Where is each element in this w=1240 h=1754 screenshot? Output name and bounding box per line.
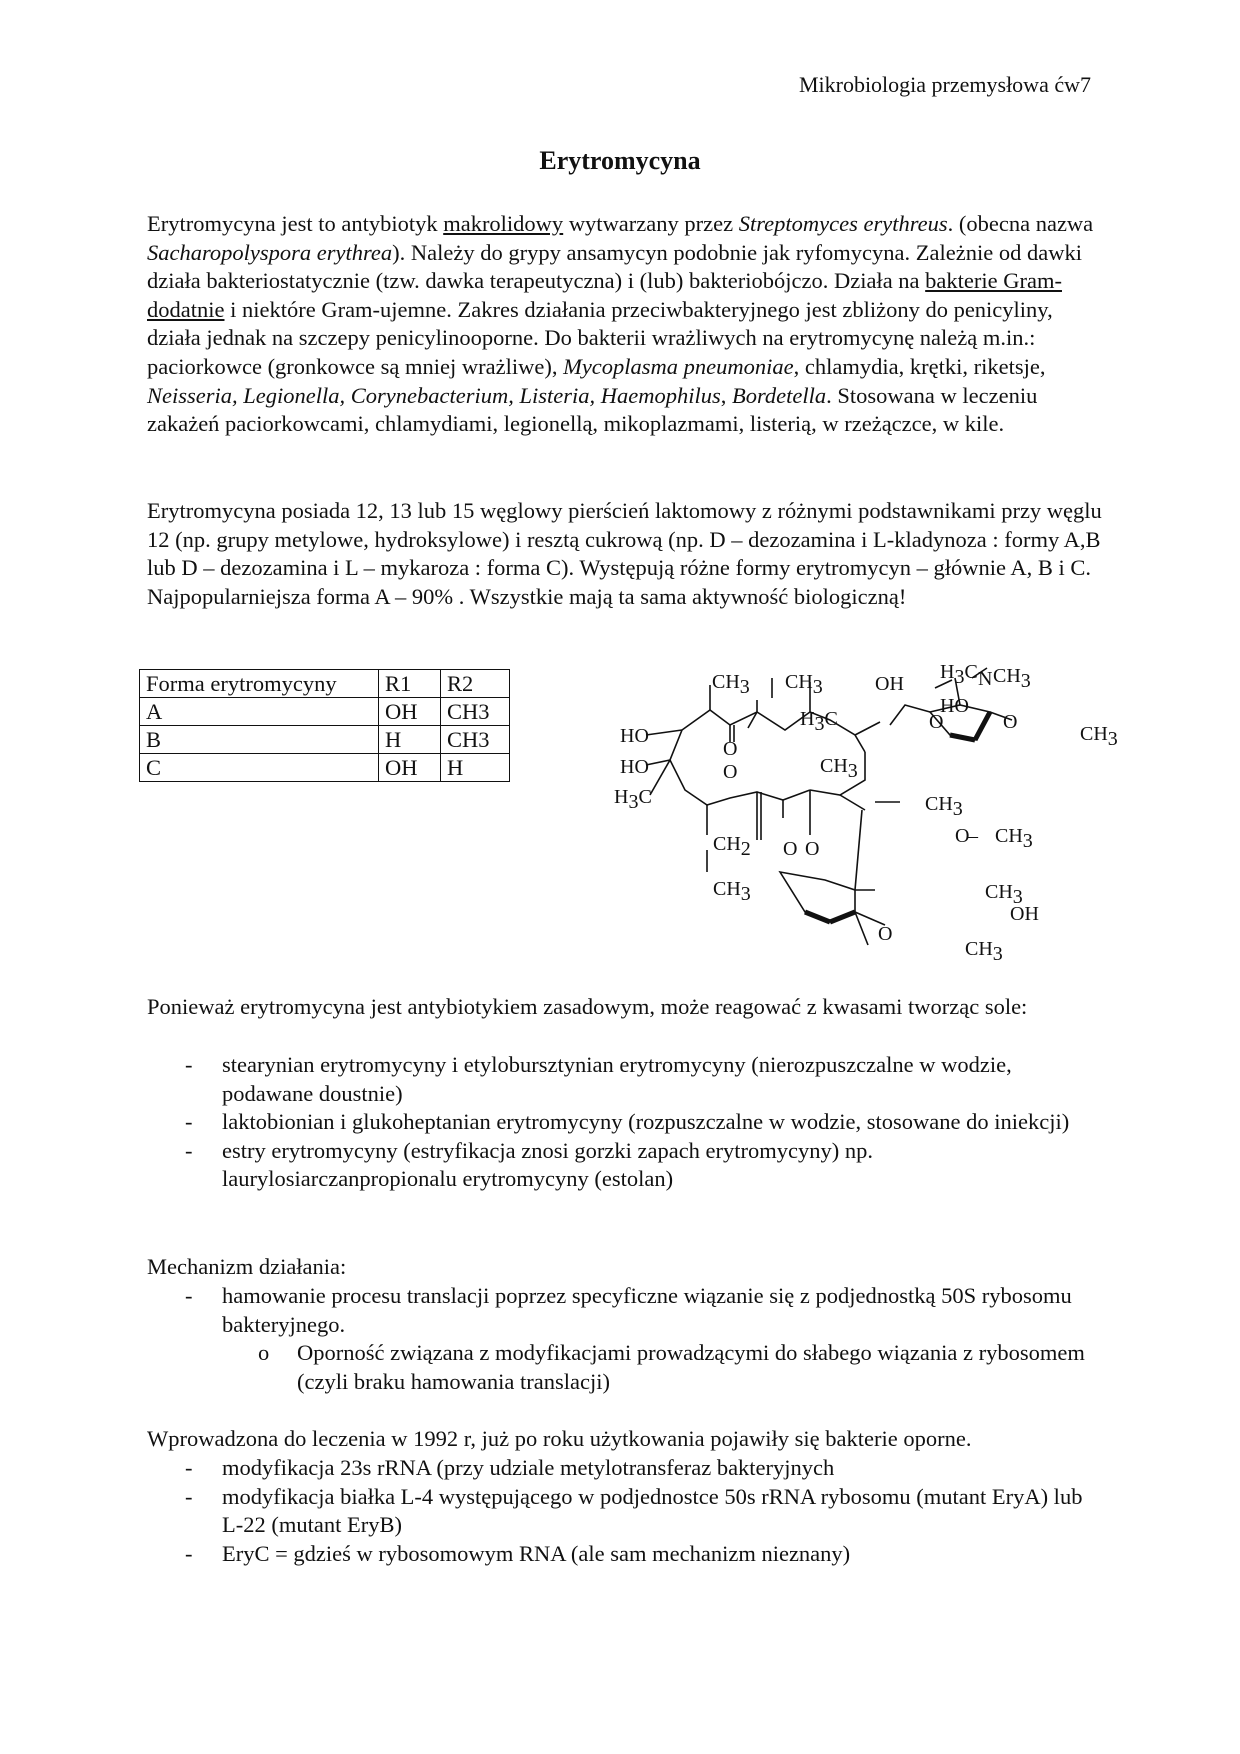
list-item: - stearynian erytromycyny i etylobursztynian erytromycyny (nierozpuszczalne w wodzie, podawane doustnie) (185, 1052, 1012, 1106)
label-ho: HO (620, 756, 649, 778)
label-ho: HO (940, 695, 969, 717)
methoxy-bond (855, 810, 862, 890)
ether-bond (855, 722, 880, 735)
label-ch3: CH3 (925, 793, 963, 820)
table-row (140, 726, 510, 754)
list-item: - estry erytromycyny (estryfikacja znosi gorzki zapach erytromycyny) np. laurylosiarczanpropionalu erytromycyny (estolan) (185, 1137, 874, 1192)
label-o: O (723, 738, 738, 760)
desosamine-wedge-bond (975, 712, 990, 740)
page-title: Erytromycyna (539, 146, 701, 175)
label-ch2: CH2 (713, 833, 751, 860)
link-gram-positive[interactable]: bakterie Gram-dodatnie (147, 268, 1062, 322)
sublist-item: o Oporność związana z modyfikacjami prowadzącymi do słabego wiązania z rybosomem (czyli braku hamowania translacji) (258, 1340, 1085, 1394)
label-oh: OH (1010, 903, 1039, 925)
desosamine-wedge-bond (950, 735, 975, 740)
table-cell: C (140, 754, 379, 782)
table-row (140, 754, 510, 782)
page-header: Mikrobiologia przemysłowa ćw7 (798, 72, 1091, 97)
structure-paragraph: Erytromycyna posiada 12, 13 lub 15 węglowy pierścień laktomowy z różnymi podstawnikami przy węglu 12 (np. grupy metylowe, hydroksylowe) i resztą cukrową (np. D – dezozamina i L-kladynoza : formy A,B lub D – dezozamina i L – mykaroza : forma C). Występują różne formy erytromycyn – głównie A, B i C. Najpopularniejsza forma A – 90% . Wszystkie mają ta sama aktywność biologiczną! (147, 498, 1102, 609)
list-item: - modyfikacja białka L-4 występującego w podjednostce 50s rRNA rybosomu (mutant EryA) lub L-22 (mutant EryB) (185, 1483, 1083, 1538)
methyl-bond (650, 760, 670, 795)
label-ch3: CH3 (985, 881, 1023, 908)
label-o: O (878, 923, 893, 945)
list-item: - laktobionian i glukoheptanian erytromycyny (rozpuszczalne w wodzie, stosowane do iniekcji) (185, 1109, 1070, 1135)
sugar-bond (890, 705, 930, 725)
cladinose-wedge-bond (830, 912, 855, 922)
list-item: - modyfikacja 23s rRNA (przy udziale metylotransferaz bakteryjnych (185, 1455, 835, 1480)
methyl-bond (840, 795, 865, 810)
label-ch3: CH3 (965, 938, 1003, 965)
label-o: O (805, 838, 820, 860)
label-ch3: CH3 (995, 825, 1033, 852)
table-cell: CH3 (441, 726, 510, 754)
hydroxyl-bond (646, 730, 682, 735)
table-cell: H (379, 726, 441, 754)
label-ho: HO (620, 725, 649, 747)
label-o: O (783, 838, 798, 860)
salts-list (147, 1051, 1107, 1194)
mechanism-sublist (222, 1339, 1107, 1396)
salts-intro: Ponieważ erytromycyna jest antybiotykiem zasadowym, może reagować z kwasami tworząc sole: (147, 994, 1028, 1019)
resistance-intro: Wprowadzona do leczenia w 1992 r, już po roku użytkowania pojawiły się bakterie oporne. (147, 1426, 972, 1451)
resistance-list (147, 1454, 1107, 1568)
label-ch3: CH3 (993, 665, 1031, 692)
label-o: O (1003, 711, 1018, 733)
table-header-cell: R2 (441, 670, 510, 698)
label-h3c: H3C (940, 661, 978, 688)
table-cell: H (441, 754, 510, 782)
mechanism-title: Mechanizm działania: (147, 1254, 347, 1279)
link-makrolidowy[interactable]: makrolidowy (443, 211, 564, 236)
table-header-cell: Forma erytromycyny (140, 670, 379, 698)
table-cell: CH3 (441, 698, 510, 726)
label-o: O (955, 825, 970, 847)
label-ch3: CH3 (785, 671, 823, 698)
intro-paragraph: Erytromycyna jest to antybiotyk makrolidowy wytwarzany przez Streptomyces erythreus. (obecna nazwa Sacharopolyspora erythrea). Należy do grypy ansamycyn podobnie jak ryfomycyna. Zależnie od dawki działa bakteriostatycznie (tzw. dawka terapeutyczna) i (lub) bakteriobójczo. Działa na bakterie Gram-dodatnie i niektóre Gram-ujemne. Zakres działania przeciwbakteryjnego jest zbliżony do penicyliny, działa jednak na szczepy penicylinooporne. Do bakterii wrażliwych na erytromycynę należą m.in.: paciorkowce (gronkowce są mniej wrażliwe), Mycoplasma pneumoniae, chlamydia, krętki, riketsje, Neisseria, Legionella, Corynebacterium, Listeria, Haemophilus, Bordetella. Stosowana w leczeniu zakażeń paciorkowcami, chlamydiami, legionellą, mikoplazmami, listerią, w rzeżączce, w kile. (147, 211, 1094, 437)
label-dash: – (968, 825, 978, 847)
table-header-cell: R1 (379, 670, 441, 698)
label-o: O (723, 761, 738, 783)
list-item: - hamowanie procesu translacji poprzez specyficzne wiązanie się z podjednostką 50S rybosomu bakteryjnego. o Oporność związana z modyfikacjami prowadzącymi do słabego wiązania z rybosomem (czyli braku hamowania translacji) (147, 1282, 1107, 1396)
hydroxyl-bond (646, 760, 670, 765)
list-item: - EryC = gdzieś w rybosomowym RNA (ale sam mechanizm nieznany) (185, 1540, 851, 1566)
label-n: N (978, 668, 993, 690)
table-row (140, 698, 510, 726)
table-cell: A (140, 698, 379, 726)
label-ch3: CH3 (1080, 723, 1118, 750)
label-h3c: H3C (614, 786, 652, 813)
label-ch3: CH3 (713, 878, 751, 905)
cladinose-wedge-bond (805, 912, 830, 922)
ring-bottom-bond (670, 730, 810, 805)
table-cell: B (140, 726, 379, 754)
label-ch3: CH3 (820, 755, 858, 782)
label-oh: OH (875, 673, 904, 695)
label-o: O (929, 711, 944, 733)
table-header-row (140, 670, 510, 698)
label-ch3: CH3 (712, 671, 750, 698)
label-h3c: H3C (800, 708, 838, 735)
table-cell: OH (379, 754, 441, 782)
forms-table (139, 669, 510, 782)
mechanism-list (147, 1282, 1107, 1396)
table-cell: OH (379, 698, 441, 726)
erythromycin-structure-diagram (600, 650, 1140, 980)
